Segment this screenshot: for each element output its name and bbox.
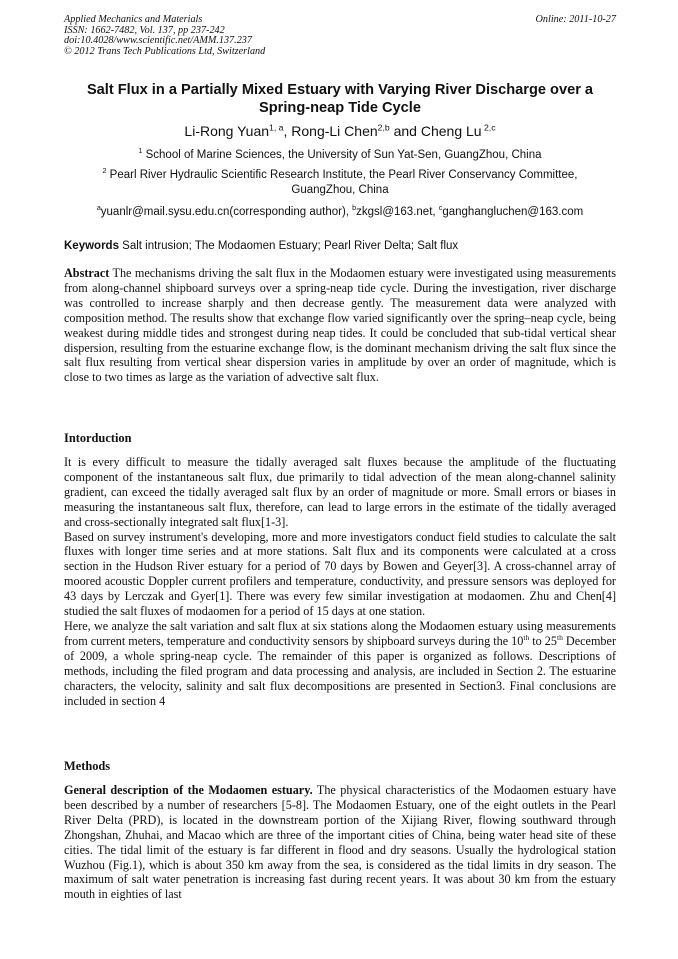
issn-line: ISSN: 1662-7482, Vol. 137, pp 237-242 xyxy=(64,24,225,36)
author-affiliation-mark: 2,c xyxy=(481,122,496,133)
affiliation-text: Pearl River Hydraulic Scientific Research Institute, the Pearl River Conservancy Committee, GuangZhou, China xyxy=(106,169,578,196)
abstract-label: Abstract xyxy=(64,266,110,280)
affiliation-text: School of Marine Sciences, the University of Sun Yat-Sen, GuangZhou, China xyxy=(142,149,542,161)
abstract-text: The mechanisms driving the salt flux in the Modaomen estuary were investigated using measurements from along-channel shipboard surveys over a spring-neap tide cycle. During the investigation, river discharge was controlled to increase sharply and then decrease gently. The measurement data were analyzed with composition method. The results show that exchange flow varied significantly over the spring–neap cycle, being weakest during middle tides and strongest during neap tides. It could be concluded that sub-tidal vertical shear dispersion, resulting from the estuarine exchange flow, is the dominant mechanism driving the salt flux since the salt flux resulting from vertical shear dispersion varies in amplitude by over an order of magnitude, which is close to two times as large as the variation of advective salt flux. xyxy=(64,266,616,385)
introduction-heading: Intorduction xyxy=(64,431,132,445)
paper-title: Salt Flux in a Partially Mixed Estuary with Varying River Discharge over a Spring-neap Tide Cycle xyxy=(86,82,594,116)
abstract-paragraph xyxy=(64,266,616,385)
keywords-label: Keywords xyxy=(64,240,119,252)
author-name: Li-Rong Yuan xyxy=(184,123,270,139)
methods-text: The physical characteristics of the Modaomen estuary have been described by a number of researchers [5-8]. The Modaomen Estuary, one of the eight outlets in the Pearl River Delta (PRD), is located in the downstream portion of the Xijiang River, flowing southward through Zhongshan, Zhuhai, and Macao which are three of the important cities of China, being water head site of these cities. The tidal limit of the estuary is far different in flood and dry seasons. Usually the hydrological station Wuzhou (Fig.1), which is about 350 km away from the sea, is considered as the tidal limits in dry season. The maximum of salt water penetration is increasing fast during recent years. It was about 30 km from the estuary mouth in eighties of last xyxy=(64,783,616,902)
methods-paragraph xyxy=(64,783,616,902)
affiliation-2 xyxy=(80,168,600,198)
author-separator: , xyxy=(283,123,292,139)
intro-p3-part-b: to 25 xyxy=(529,633,557,648)
keywords-line xyxy=(64,239,616,254)
keywords-text: Salt intrusion; The Modaomen Estuary; Pearl River Delta; Salt flux xyxy=(118,240,459,252)
author-separator: and xyxy=(389,123,421,139)
author-name: Cheng Lu xyxy=(420,123,482,139)
copyright-line: © 2012 Trans Tech Publications Ltd, Switzerland xyxy=(64,45,266,57)
author-list xyxy=(64,122,616,140)
author-affiliation-mark: 1, a xyxy=(269,122,284,133)
introduction-body xyxy=(64,455,616,708)
author-emails xyxy=(80,205,600,220)
methods-body xyxy=(64,783,616,902)
intro-paragraph-1: It is every difficult to measure the tidally averaged salt fluxes because the amplitude of the fluctuating component of the instantaneous salt flux, due primarily to tidal advection of the mean along-channel salinity gradient, can exceed the tidally averaged salt flux by an order of magnitude or more. Small errors or biases in measuring the instantaneous salt flux, therefore, can lead to large errors in the estimate of the tidally averaged and cross-sectionally integrated salt flux[1-3]. xyxy=(64,455,616,529)
journal-header xyxy=(64,15,616,57)
ordinal-suffix: th xyxy=(557,632,563,642)
author-affiliation-mark: 2,b xyxy=(377,122,390,133)
online-date: Online: 2011-10-27 xyxy=(535,14,616,25)
email-text[interactable]: zkgsl@163.net, xyxy=(356,206,439,218)
intro-p3-part-c: December of 2009, a whole spring-neap cycle. The remainder of this paper is organized as follows. Descriptions of methods, including the filed program and data processing and analysis, are included in Section 2. The estuarine characters, the velocity, salinity and salt flux decompositions are presented in Section3. Final conclusions are included in section 4 xyxy=(64,633,616,708)
email-mark: c xyxy=(438,204,443,213)
methods-heading: Methods xyxy=(64,759,111,773)
email-mark: b xyxy=(352,204,357,213)
author-name: Rong-Li Chen xyxy=(291,123,378,139)
email-text[interactable]: ganghangluchen@163.com xyxy=(442,206,584,218)
email-mark: a xyxy=(96,204,101,213)
ordinal-suffix: th xyxy=(523,632,530,642)
intro-p3-part-a: Here, we analyze the salt variation and salt flux at six stations along the Modaomen estuary using measurements from current meters, temperature and conductivity sensors by shipboard surveys during the 10 xyxy=(64,618,616,648)
affiliation-1 xyxy=(80,148,600,163)
email-text[interactable]: yuanlr@mail.sysu.edu.cn(corresponding author), xyxy=(100,206,353,218)
methods-subheading: General description of the Modaomen estuary. xyxy=(64,783,313,797)
affiliation-number: 1 xyxy=(138,147,143,156)
journal-name: Applied Mechanics and Materials xyxy=(64,14,203,25)
intro-paragraph-2: Based on survey instrument's developing, more and more investigators conduct field studies to calculate the salt fluxes with longer time series and at more stations. Salt flux and its components were calculated at a cross section in the Hudson River estuary for a period of 70 days by Bowen and Geyer[3]. A cross-channel array of moored acoustic Doppler current profilers and temperature, conductivity, and pressure sensors was deployed for 43 days by Lerczak and Gyer[1]. There was every few similar investigation at modaomen. Zhu and Chen[4] studied the salt fluxes of modaomen for a period of 15 days at one station. xyxy=(64,529,616,619)
intro-paragraph-3 xyxy=(64,619,616,708)
affiliation-number: 2 xyxy=(102,167,107,176)
doi-line: doi:10.4028/www.scientific.net/AMM.137.237 xyxy=(64,35,252,47)
